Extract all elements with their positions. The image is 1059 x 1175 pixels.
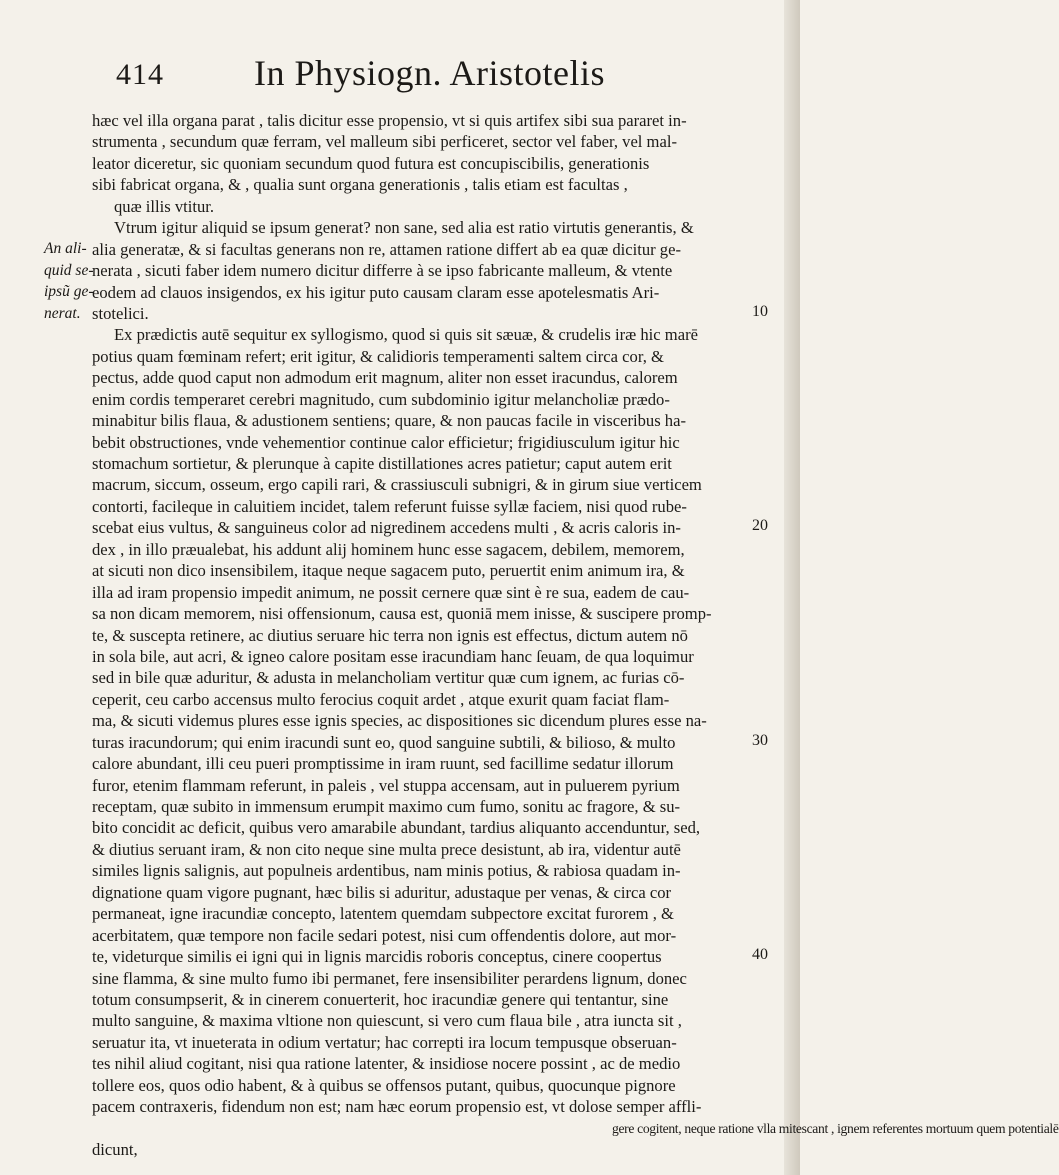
text-line: stotelici. [92, 303, 149, 323]
text-line: turas iracundorum; qui enim iracundi sunt eo, quod sanguine subtili, & bilioso, & multo [92, 732, 676, 752]
margin-note-line: nerat. [44, 304, 81, 322]
text-line: enim cordis temperaret cerebri magnitudo, cum subdominio igitur melancholiæ prædo- [92, 389, 670, 409]
text-line: nerata , sicuti faber idem numero dicitur differre à se ipso fabricante malleum, & vtente [92, 261, 673, 281]
text-line: in sola bile, aut acri, & igneo calore positam esse iracundiam hanc ſeuam, de qua loquimur [92, 646, 694, 666]
page-header [0, 48, 800, 98]
text-line: dignatione quam vigore pugnant, hæc bilis si aduritur, adustaque per venas, & circa cor [92, 882, 672, 902]
text-line: gere cogitent, neque ratione vlla mitescant , ignem referentes mortuum quem potentialē [612, 1120, 1059, 1136]
text-line: sa non dicam memorem, nisi offensionum, causa est, quoniā mem inisse, & suscipere promp- [92, 604, 712, 624]
text-line: similes lignis salignis, aut populneis ardentibus, nam minis potius, & rabiosa quadam in- [92, 861, 681, 881]
text-line: te, videturque similis ei igni qui in lignis marcidis roboris conceptus, cinere coopertus [92, 947, 662, 967]
text-line: totum consumpserit, & in cinerem conuerterit, hoc iracundiæ genere qui tentantur, sine [92, 989, 669, 1009]
text-line: permaneat, igne iracundiæ concepto, latentem quemdam subpectore excitat furorem , & [92, 904, 674, 924]
line-number: 30 [752, 732, 768, 749]
margin-note-line: ipsũ ge- [44, 283, 94, 300]
page-number: 414 [116, 58, 164, 91]
text-line: te, & suscepta retinere, ac diutius seruare hic terra non ignis est effectus, dictum autem nō [92, 625, 688, 645]
text-line: tollere eos, quos odio habent, & à quibus se offensos putant, quibus, quocunque pignore [92, 1075, 676, 1095]
text-line: sine flamma, & sine multo fumo ibi permanet, fere insensibiliter perardens lignum, donec [92, 968, 687, 988]
text-line: potius quam fœminam refert; erit igitur, & calidioris temperamenti saltem circa cor, & [92, 346, 664, 366]
line-number: 10 [752, 303, 768, 320]
text-line: calore abundant, illi ceu pueri promptissime in iram ruunt, sed facillime sedatur illorum [92, 754, 674, 774]
text-line: Vtrum igitur aliquid se ipsum generat? non sane, sed alia est ratio virtutis generantis, & [114, 218, 694, 238]
page-edge [784, 0, 800, 1175]
text-line: scebat eius vultus, & sanguineus color ad nigredinem accedens multi , & acris caloris in- [92, 518, 681, 538]
text-line: furor, etenim flammam referunt, in paleis , vel stuppa accensam, aut in puluerem pyrium [92, 775, 680, 795]
text-line: acerbitatem, quæ tempore non facile sedari potest, nisi cum offendentis dolore, aut mor- [92, 925, 677, 945]
line-number: 20 [752, 517, 768, 534]
text-line: bebit obstructiones, vnde vehementior continue calor efficietur; frigidiusculum igitur hic [92, 432, 680, 452]
text-line: alia generatæ, & si facultas generans non re, attamen ratione differt ab ea quæ dicitur ge- [92, 239, 681, 259]
text-line: multo sanguine, & maxima vltione non quiescunt, si vero cum flaua bile , atra iuncta sit , [92, 1011, 682, 1031]
margin-note-line: An ali- [44, 240, 87, 257]
text-line: minabitur bilis flaua, & adustionem sentiens; quare, & non paucas facile in visceribus ha- [92, 411, 686, 431]
text-line: illa ad iram propensio impedit animum, ne possit cernere quæ sint è re sua, eadem de cau- [92, 582, 690, 602]
margin-note [44, 238, 94, 324]
text-line: ma, & sicuti videmus plures esse ignis species, ac dispositiones sic dicendum plures esse na- [92, 711, 707, 731]
text-line: quæ illis vtitur. [114, 196, 215, 216]
text-line: receptam, quæ subito in immensum erumpit maximo cum fumo, sonitu ac fragore, & su- [92, 797, 681, 816]
text-line: ceperit, ceu carbo accensus multo ferocius coquit ardet , atque exurit quam faciat flam- [92, 689, 670, 709]
text-line: tes nihil aliud cogitant, nisi qua ratione latenter, & insidiose nocere possint , ac de medio [92, 1054, 681, 1074]
margin-note-line: quid se- [44, 261, 94, 279]
text-line: sibi fabricat organa, & , qualia sunt organa generationis , talis etiam est facultas , [92, 175, 628, 195]
text-line: eodem ad clauos insigendos, ex his igitur puto causam claram esse apotelesmatis Ari- [92, 282, 660, 302]
line-number: 40 [752, 946, 768, 963]
text-line: stomachum sortietur, & plerunque à capite distillationes acres patietur; caput autem erit [92, 454, 672, 473]
text-line: sed in bile quæ aduritur, & adusta in melancholiam vertitur quæ cum ignem, ac furias cō- [92, 668, 685, 688]
running-title: In Physiogn. Aristotelis [254, 53, 606, 93]
text-line: dex , in illo præualebat, his addunt alij hominem hunc esse sagacem, debilem, memorem, [92, 539, 685, 559]
text-line: macrum, siccum, osseum, ergo capili rari, & crassiusculi subnigri, & in girum siue verticem [92, 475, 702, 495]
text-line: strumenta , secundum quæ ferram, vel malleum sibi perficeret, sector vel faber, vel mal- [92, 132, 677, 152]
text-line: dicunt, [92, 1140, 138, 1159]
text-line: leator diceretur, sic quoniam secundum quod futura est concupiscibilis, generationis [92, 153, 650, 173]
text-line: seruatur ita, vt inueterata in odium vertatur; hac correpti ira locum tempusque obseruan- [92, 1032, 677, 1052]
text-line: & diutius seruant iram, & non cito neque sine multa prece desistunt, ab ira, videntur autē [92, 839, 681, 859]
text-line: contorti, facileque in caluitiem incidet, talem referunt fuisse syllæ faciem, nisi quod rube- [92, 496, 687, 516]
text-line: pacem contraxeris, fidendum non est; nam hæc eorum propensio est, vt dolose semper affli- [92, 1097, 702, 1117]
text-line: pectus, adde quod caput non admodum erit magnum, aliter non esset iracundus, calorem [92, 368, 678, 388]
text-line: Ex prædictis autē sequitur ex syllogismo, quod si quis sit sæuæ, & crudelis iræ hic marē [114, 325, 698, 345]
text-line: hæc vel illa organa parat , talis dicitur esse propensio, vt si quis artifex sibi sua pararet in- [92, 111, 687, 130]
text-line: at sicuti non dico insensibilem, itaque neque sagacem puto, peruertit enim animum ira, & [92, 561, 685, 581]
text-line: bito concidit ac deficit, quibus vero amarabile abundant, tardius aliquanto accenduntur, sed, [92, 818, 701, 838]
